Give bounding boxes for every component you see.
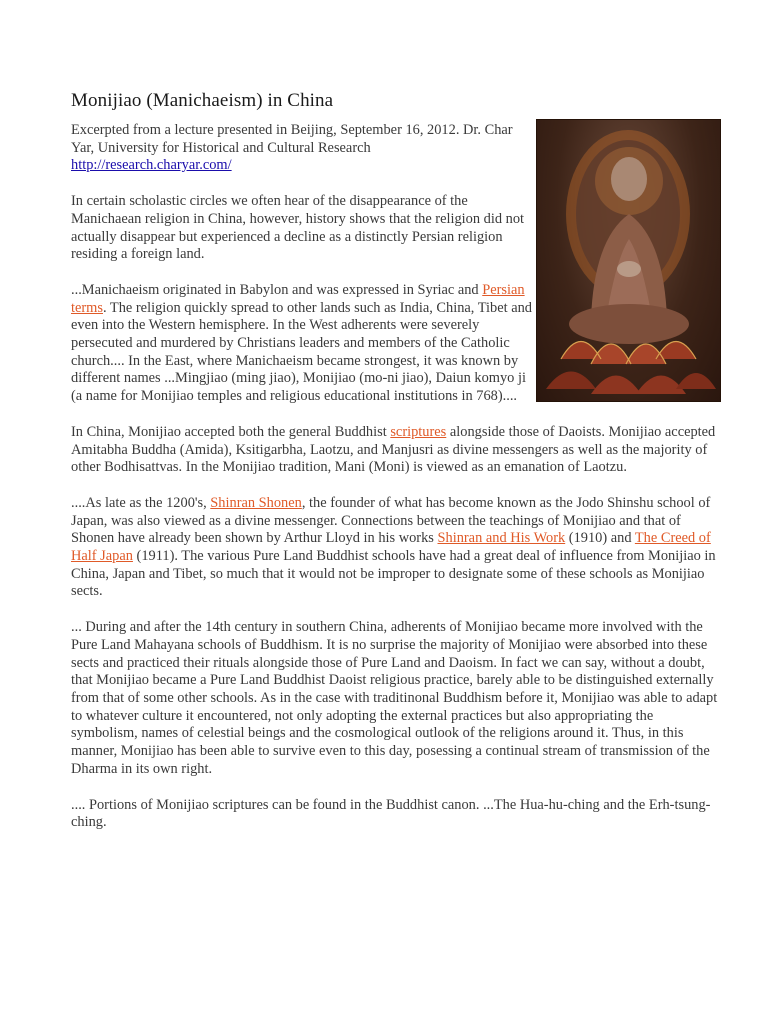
paragraph-2-text-b: . The religion quickly spread to other lands such as India, China, Tibet and even into the Western hemisphere. In the West adherents were severely persecuted and murdered by Christians leaders and members of the Catholic church.... In the East, where Manichaeism became strongest, it was known by different names ...Mingjiao (ming jiao), Monijiao (mo-ni jiao), Daiun komyo ji (a name for Monijiao temples and religious educational institutions in 768)....: [71, 299, 532, 405]
paragraph-4-text-d: (1911). The various Pure Land Buddhist schools have had a great deal of influence from Monijiao in China, Japan and Tibet, so much that it would not be improper to designate some of these schools as Monijiao sects.: [71, 548, 716, 600]
mani-painting: [536, 119, 721, 402]
scriptures-link[interactable]: scriptures: [390, 423, 447, 440]
paragraph-3-text-a: In China, Monijiao accepted both the general Buddhist: [71, 423, 391, 440]
paragraph-6: .... Portions of Monijiao scriptures can be found in the Buddhist canon. ...The Hua-hu-ching and the Erh-tsung-ching.: [71, 796, 711, 831]
mani-painting-image: [536, 119, 721, 402]
paragraph-1: In certain scholastic circles we often hear of the disappearance of the Manichaean religion in China, however, history shows that the religion did not actually disappear but experienced a decline as a distinctly Persian religion residing a foreign land.: [71, 193, 525, 263]
shinran-and-his-work-link[interactable]: Shinran and His Work: [437, 530, 566, 547]
research-link[interactable]: http://research.charyar.com/: [71, 157, 232, 174]
paragraph-5: ... During and after the 14th century in southern China, adherents of Monijiao became more involved with the Pure Land Mahayana schools of Buddhism. It is no surprise the majority of Monijiao were absorbed into these sects and practiced their rituals alongside those of Pure Land and Daoism. In fact we can say, without a doubt, that Monijiao became a Pure Land Buddhist Daoist religious practice, barely able to be distinguished externally from that of some other schools. As in the case with traditinonal Buddhism before it, Monijiao was able to adapt to whatever culture it encountered, not only adopting the external practices but also appropriating the symbolism, names of celestial beings and the cosmological outlook of the religions around it. Thus, in this manner, Monijiao has been able to survive even to this day, posessing a continual stream of transmission of the Dharma in its own right.: [71, 619, 718, 777]
paragraph-4-text-b: , the founder of what has become known as the Jodo Shinshu school of Japan, was also viewed as a divine messenger. Connections between the teachings of Monijiao and that of Shonen have already been shown by Arthur Lloyd in his works: [71, 494, 711, 547]
seated-figure-illustration: [536, 119, 721, 402]
paragraph-2-text-a: ...Manichaeism originated in Babylon and was expressed in Syriac and: [71, 281, 483, 298]
shinran-shonen-link[interactable]: Shinran Shonen: [210, 494, 302, 511]
article: [71, 88, 721, 832]
paragraph-3-text-b: alongside those of Daoists. Monijiao accepted Amitabha Buddha (Amida), Ksitigarbha, Laotzu, and Manjusri as divine messengers as well as the majority of other Bodhisattvas. In the Monijiao tradition, Mani (Moni) is viewed as an emanation of Laotzu.: [71, 423, 716, 476]
paragraph-4-text-c: (1910) and: [565, 530, 635, 547]
persian-terms-link[interactable]: Persian terms: [71, 281, 525, 316]
paragraph-4-text-a: ....As late as the 1200's,: [71, 494, 211, 511]
paragraph-3: [71, 424, 721, 477]
page-title: Monijiao (Manichaeism) in China: [71, 90, 334, 111]
paragraph-4: [71, 495, 721, 601]
lead-text: Excerpted from a lecture presented in Beijing, September 16, 2012. Dr. Char Yar, University for Historical and Cultural Research: [71, 122, 513, 156]
creed-of-half-japan-link[interactable]: The Creed of Half Japan: [71, 530, 711, 565]
